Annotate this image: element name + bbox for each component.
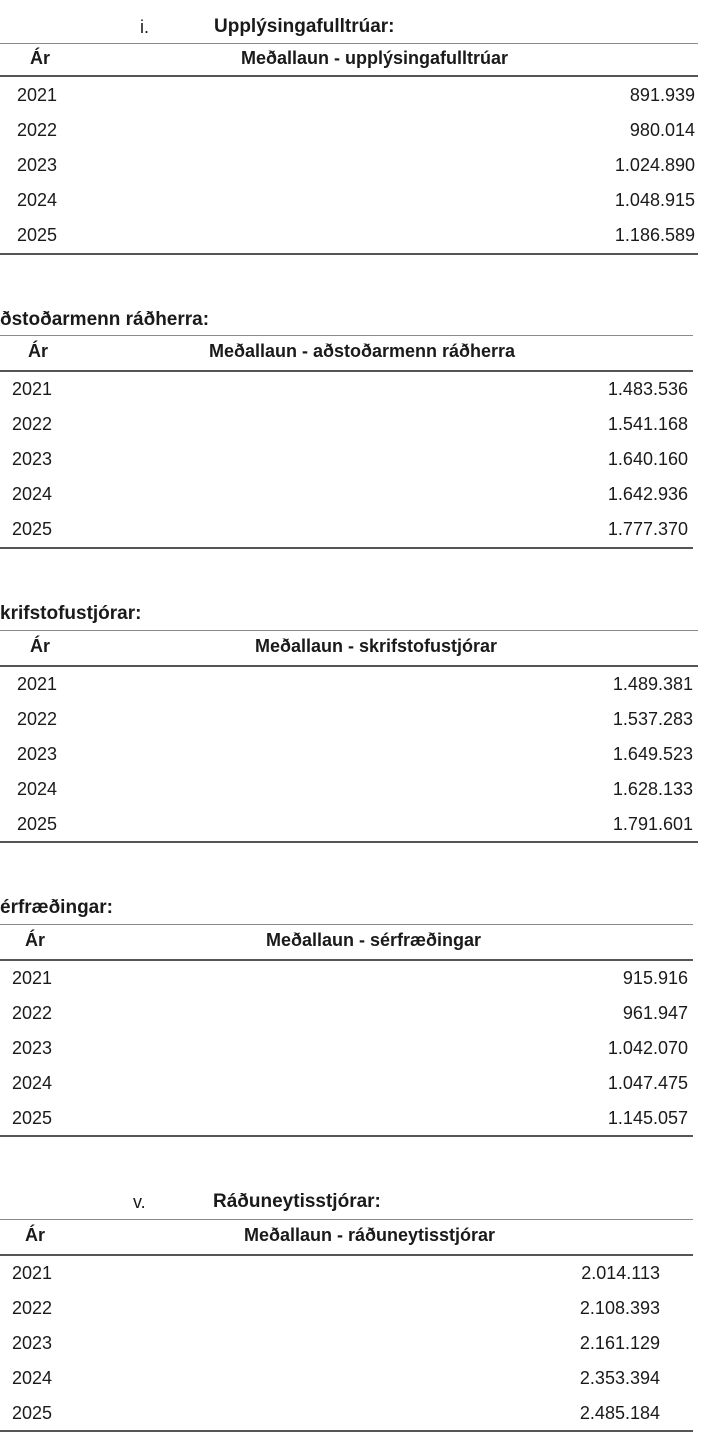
salary-cell: 980.014 — [629, 120, 695, 140]
salary-cell: 2.485.184 — [579, 1403, 660, 1423]
year-cell: 2024 — [17, 779, 58, 799]
section-title: Upplýsingafulltrúar: — [214, 16, 395, 37]
salary-cell: 2.161.129 — [579, 1333, 660, 1353]
year-column-header: Ár — [28, 341, 49, 361]
table-row — [0, 1256, 693, 1291]
table-row — [0, 372, 693, 407]
salary-cell: 1.186.589 — [614, 225, 695, 245]
table-row — [0, 442, 693, 477]
section-heading — [0, 603, 141, 625]
table-row — [0, 702, 698, 737]
salary-cell: 1.628.133 — [612, 779, 693, 799]
section-title: krifstofustjórar: — [0, 603, 142, 624]
year-cell: 2022 — [17, 120, 58, 140]
year-cell: 2023 — [17, 155, 58, 175]
year-cell: 2022 — [12, 1298, 53, 1318]
table-row — [0, 667, 698, 702]
salary-cell: 1.024.890 — [614, 155, 695, 175]
table-row — [0, 113, 698, 148]
section-heading — [0, 897, 113, 919]
year-cell: 2024 — [12, 1368, 53, 1388]
table-row — [0, 772, 698, 807]
table-row — [0, 407, 693, 442]
year-column-header: Ár — [30, 636, 51, 656]
year-cell: 2025 — [12, 519, 53, 539]
salary-cell: 915.916 — [622, 968, 688, 988]
section-title: ðstoðarmenn ráðherra: — [0, 309, 210, 330]
salary-cell: 1.649.523 — [612, 744, 693, 764]
salary-cell: 1.642.936 — [607, 484, 688, 504]
salary-column-header: Meðallaun - ráðuneytisstjórar — [244, 1225, 496, 1245]
table-row — [0, 1291, 693, 1326]
table-row — [0, 148, 698, 183]
year-cell: 2022 — [17, 709, 58, 729]
year-cell: 2025 — [17, 814, 58, 834]
table-row — [0, 183, 698, 218]
section-number: v. — [133, 1192, 146, 1212]
salary-cell: 1.489.381 — [612, 674, 693, 694]
year-cell: 2025 — [17, 225, 58, 245]
salary-cell: 891.939 — [629, 85, 695, 105]
year-cell: 2021 — [17, 674, 58, 694]
table-row — [0, 1396, 693, 1431]
salary-cell: 1.048.915 — [614, 190, 695, 210]
section-number: i. — [140, 17, 149, 37]
salary-cell: 1.145.057 — [607, 1108, 688, 1128]
salary-column-header: Meðallaun - skrifstofustjórar — [255, 636, 498, 656]
year-cell: 2023 — [12, 1333, 53, 1353]
table-row — [0, 1066, 693, 1101]
year-cell: 2024 — [17, 190, 58, 210]
table-row — [0, 218, 698, 253]
table-row — [0, 1101, 693, 1136]
section-heading — [0, 309, 209, 331]
year-cell: 2021 — [17, 85, 58, 105]
year-column-header: Ár — [25, 1225, 46, 1245]
table-row — [0, 737, 698, 772]
salary-cell: 961.947 — [622, 1003, 688, 1023]
table-row — [0, 996, 693, 1031]
salary-cell: 1.777.370 — [607, 519, 688, 539]
salary-column-header: Meðallaun - aðstoðarmenn ráðherra — [209, 341, 516, 361]
salary-cell: 2.353.394 — [579, 1368, 660, 1388]
year-cell: 2023 — [17, 744, 58, 764]
year-cell: 2022 — [12, 414, 53, 434]
year-cell: 2021 — [12, 968, 53, 988]
year-cell: 2023 — [12, 449, 53, 469]
salary-cell: 1.047.475 — [607, 1073, 688, 1093]
year-cell: 2024 — [12, 484, 53, 504]
salary-cell: 1.483.536 — [607, 379, 688, 399]
year-cell: 2023 — [12, 1038, 53, 1058]
salary-column-header: Meðallaun - upplýsingafulltrúar — [241, 48, 509, 68]
table-row — [0, 1326, 693, 1361]
salary-cell: 1.640.160 — [607, 449, 688, 469]
year-cell: 2021 — [12, 379, 53, 399]
year-column-header: Ár — [30, 48, 51, 68]
year-cell: 2025 — [12, 1403, 53, 1423]
table-row — [0, 807, 698, 842]
table-row — [0, 961, 693, 996]
section-title: érfræðingar: — [0, 897, 113, 918]
table-row — [0, 1031, 693, 1066]
salary-column-header: Meðallaun - sérfræðingar — [266, 930, 482, 950]
year-cell: 2021 — [12, 1263, 53, 1283]
salary-cell: 1.537.283 — [612, 709, 693, 729]
table-row — [0, 512, 693, 547]
salary-cell: 1.541.168 — [607, 414, 688, 434]
year-cell: 2022 — [12, 1003, 53, 1023]
section-title: Ráðuneytisstjórar: — [213, 1191, 381, 1212]
year-cell: 2024 — [12, 1073, 53, 1093]
table-row — [0, 1361, 693, 1396]
salary-cell: 2.014.113 — [581, 1263, 660, 1283]
year-cell: 2025 — [12, 1108, 53, 1128]
table-row — [0, 78, 698, 113]
salary-cell: 2.108.393 — [579, 1298, 660, 1318]
salary-cell: 1.042.070 — [607, 1038, 688, 1058]
table-row — [0, 477, 693, 512]
year-column-header: Ár — [25, 930, 46, 950]
salary-cell: 1.791.601 — [612, 814, 693, 834]
